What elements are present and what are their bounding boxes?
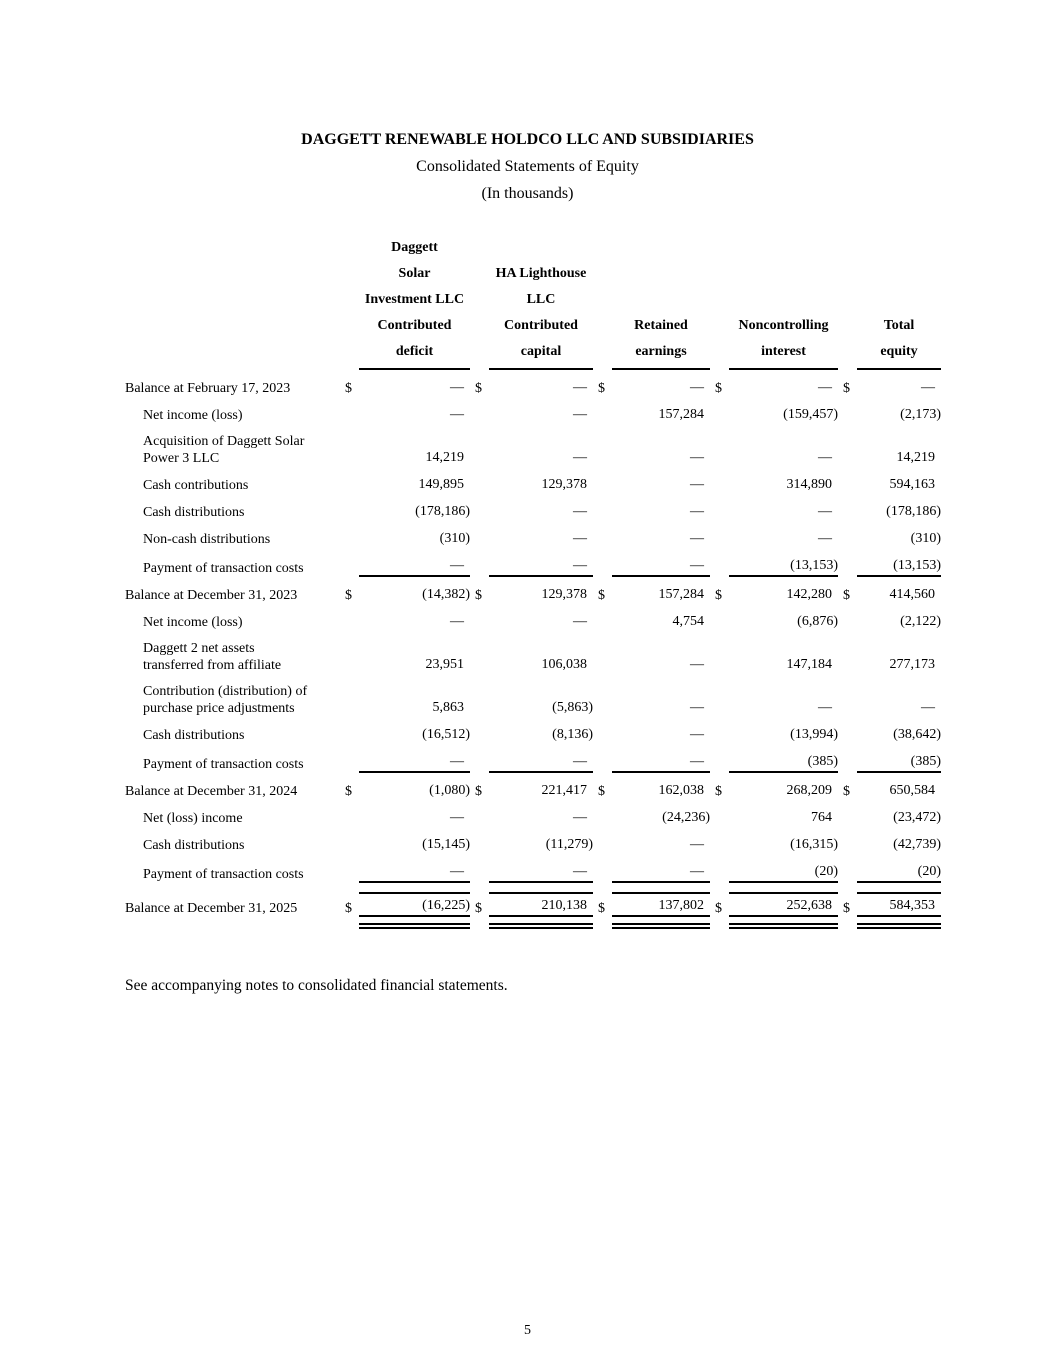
cell-value: 147,184 bbox=[786, 657, 832, 672]
column-header-line: Daggett bbox=[391, 240, 438, 255]
cell-value: (2,173) bbox=[900, 407, 941, 422]
dollar-sign: $ bbox=[715, 588, 722, 603]
cell-value: 277,173 bbox=[889, 657, 935, 672]
cell-value: — bbox=[573, 614, 587, 629]
cell-value: (13,153) bbox=[715, 553, 838, 580]
row-label: Payment of transaction costs bbox=[143, 757, 304, 772]
table-row bbox=[125, 636, 941, 677]
cell-value: (20) bbox=[843, 859, 941, 886]
cell-value: (178,186) bbox=[886, 504, 941, 519]
dollar-sign: $ bbox=[475, 784, 482, 799]
column-header-line: deficit bbox=[395, 344, 434, 359]
table-row bbox=[125, 832, 941, 857]
dollar-sign: $ bbox=[843, 588, 850, 603]
column-header-line: HA Lighthouse bbox=[495, 266, 587, 281]
column-header-line: Solar bbox=[398, 266, 431, 281]
cell-value: — bbox=[573, 810, 587, 825]
cell-value: 5,863 bbox=[432, 700, 464, 715]
column-header-line: Total bbox=[883, 318, 915, 333]
cell-value: (8,136) bbox=[552, 727, 593, 742]
header-label-spacer bbox=[125, 231, 340, 373]
dollar-sign: $ bbox=[715, 901, 722, 916]
cell-value: — bbox=[598, 553, 710, 580]
cell-value: $ — bbox=[475, 380, 587, 396]
cell-value: — bbox=[818, 450, 832, 465]
footer-note: See accompanying notes to consolidated financial statements. bbox=[125, 977, 508, 994]
dollar-sign: $ bbox=[475, 901, 482, 916]
row-label: Balance at December 31, 2024 bbox=[125, 784, 298, 799]
dollar-sign: $ bbox=[345, 588, 352, 603]
cell-value: (385) bbox=[843, 749, 941, 776]
cell-value: (310) bbox=[910, 531, 941, 546]
cell-value: — bbox=[921, 700, 935, 715]
cell-value: — bbox=[345, 859, 470, 886]
table-row bbox=[125, 679, 941, 720]
cell-value: 764 bbox=[811, 810, 832, 825]
column-header-line: Retained bbox=[634, 318, 688, 333]
cell-value: $ 162,038 bbox=[598, 783, 704, 799]
document-subtitle: Consolidated Statements of Equity bbox=[416, 158, 639, 175]
dollar-sign: $ bbox=[475, 381, 482, 396]
cell-value: — bbox=[573, 531, 587, 546]
double-rule bbox=[857, 923, 941, 929]
column-header-line: Contributed bbox=[377, 318, 452, 333]
cell-value: $ 252,638 bbox=[715, 888, 838, 920]
table-row bbox=[125, 582, 941, 607]
cell-value: (16,315) bbox=[790, 837, 838, 852]
table-row bbox=[125, 553, 941, 580]
row-label: Payment of transaction costs bbox=[143, 867, 304, 882]
cell-value: — bbox=[690, 657, 704, 672]
cell-value: — bbox=[690, 504, 704, 519]
table-row bbox=[125, 805, 941, 830]
cell-value: (11,279) bbox=[545, 837, 593, 852]
table-row bbox=[125, 472, 941, 497]
cell-value: (178,186) bbox=[415, 504, 470, 519]
cell-value: (42,739) bbox=[893, 837, 941, 852]
cell-value: — bbox=[690, 531, 704, 546]
cell-value: — bbox=[345, 553, 470, 580]
cell-value: $ — bbox=[843, 380, 935, 396]
cell-value: — bbox=[598, 859, 710, 886]
cell-value: (16,512) bbox=[422, 727, 470, 742]
cell-value: $ (1,080) bbox=[345, 783, 470, 799]
cell-value: (6,876) bbox=[797, 614, 838, 629]
cell-value: 14,219 bbox=[896, 450, 935, 465]
cell-value: (2,122) bbox=[900, 614, 941, 629]
cell-value: $ 268,209 bbox=[715, 783, 832, 799]
column-header-total-equity bbox=[843, 231, 941, 373]
cell-value: — bbox=[818, 700, 832, 715]
cell-value: $ 137,802 bbox=[598, 888, 710, 920]
cell-value: — bbox=[690, 700, 704, 715]
cell-value: $ 414,560 bbox=[843, 587, 935, 603]
cell-value: 594,163 bbox=[889, 477, 935, 492]
dollar-sign: $ bbox=[843, 901, 850, 916]
document-title: DAGGETT RENEWABLE HOLDCO LLC AND SUBSIDIARIES bbox=[301, 131, 754, 148]
cell-value: — bbox=[690, 477, 704, 492]
cell-value: — bbox=[345, 749, 470, 776]
cell-value: $ 210,138 bbox=[475, 888, 593, 920]
column-header-line: Investment LLC bbox=[364, 292, 465, 307]
table-row bbox=[125, 609, 941, 634]
column-header-line: equity bbox=[880, 344, 918, 359]
dollar-sign: $ bbox=[843, 784, 850, 799]
cell-value: $ — bbox=[598, 380, 704, 396]
column-header-line: Contributed bbox=[504, 318, 578, 333]
cell-value: 4,754 bbox=[672, 614, 704, 629]
dollar-sign: $ bbox=[598, 588, 605, 603]
cell-value: $ 142,280 bbox=[715, 587, 832, 603]
cell-value: — bbox=[573, 504, 587, 519]
table-row bbox=[125, 749, 941, 776]
table-row bbox=[125, 402, 941, 427]
cell-value: — bbox=[598, 749, 710, 776]
cell-value: (385) bbox=[715, 749, 838, 776]
row-label: Net (loss) income bbox=[143, 811, 243, 826]
double-rule-row bbox=[125, 922, 941, 929]
cell-value: — bbox=[475, 859, 593, 886]
cell-value: $ 221,417 bbox=[475, 783, 587, 799]
row-label: Payment of transaction costs bbox=[143, 561, 304, 576]
dollar-sign: $ bbox=[598, 784, 605, 799]
cell-value: 157,284 bbox=[658, 407, 704, 422]
column-header-line: LLC bbox=[526, 292, 556, 307]
cell-value: $ (16,225) bbox=[345, 888, 470, 920]
row-label: Daggett 2 net assets transferred from affiliate bbox=[143, 641, 282, 673]
cell-value: — bbox=[450, 614, 464, 629]
table-row bbox=[125, 888, 941, 920]
cell-value: 129,378 bbox=[541, 477, 587, 492]
cell-value: — bbox=[690, 727, 704, 742]
dollar-sign: $ bbox=[598, 901, 605, 916]
cell-value: (24,236) bbox=[662, 810, 710, 825]
table-row bbox=[125, 526, 941, 551]
title-block bbox=[0, 126, 1055, 207]
units-note: (In thousands) bbox=[481, 185, 574, 202]
table-row bbox=[125, 778, 941, 803]
column-header-contributed-deficit bbox=[345, 231, 470, 373]
row-label: Contribution (distribution) of purchase price adjustments bbox=[143, 684, 308, 716]
double-rule bbox=[359, 923, 470, 929]
dollar-sign: $ bbox=[345, 901, 352, 916]
cell-value: $ — bbox=[345, 380, 464, 396]
cell-value: $ (14,382) bbox=[345, 587, 470, 603]
column-header-noncontrolling-interest bbox=[715, 231, 838, 373]
double-rule bbox=[612, 923, 710, 929]
cell-value: 14,219 bbox=[425, 450, 464, 465]
page-number: 5 bbox=[524, 1323, 531, 1338]
cell-value: (15,145) bbox=[422, 837, 470, 852]
row-label: Balance at December 31, 2023 bbox=[125, 588, 298, 603]
cell-value: (13,994) bbox=[790, 727, 838, 742]
cell-value: (23,472) bbox=[893, 810, 941, 825]
table-row bbox=[125, 722, 941, 747]
double-rule bbox=[489, 923, 593, 929]
dollar-sign: $ bbox=[598, 381, 605, 396]
cell-value: — bbox=[573, 450, 587, 465]
cell-value: (159,457) bbox=[783, 407, 838, 422]
cell-value: $ — bbox=[715, 380, 832, 396]
cell-value: — bbox=[450, 810, 464, 825]
cell-value: 314,890 bbox=[786, 477, 832, 492]
dollar-sign: $ bbox=[475, 588, 482, 603]
column-header-line: earnings bbox=[635, 344, 687, 359]
row-label: Cash distributions bbox=[143, 838, 245, 853]
column-header-row bbox=[125, 231, 941, 373]
double-rule bbox=[729, 923, 838, 929]
cell-value: $ 584,353 bbox=[843, 888, 941, 920]
cell-value: (13,153) bbox=[843, 553, 941, 580]
column-header-line: interest bbox=[761, 344, 806, 359]
cell-value: $ 650,584 bbox=[843, 783, 935, 799]
cell-value: $ 157,284 bbox=[598, 587, 704, 603]
cell-value: — bbox=[690, 837, 704, 852]
column-header-contributed-capital bbox=[475, 231, 593, 373]
cell-value: 23,951 bbox=[425, 657, 464, 672]
table-row bbox=[125, 859, 941, 886]
cell-value: 149,895 bbox=[418, 477, 464, 492]
cell-value: — bbox=[690, 450, 704, 465]
cell-value: $ 129,378 bbox=[475, 587, 587, 603]
cell-value: (5,863) bbox=[552, 700, 593, 715]
table-row bbox=[125, 375, 941, 400]
column-header-line: capital bbox=[520, 344, 562, 359]
row-label: Acquisition of Daggett Solar Power 3 LLC bbox=[143, 434, 305, 466]
row-label: Net income (loss) bbox=[143, 615, 243, 630]
dollar-sign: $ bbox=[843, 381, 850, 396]
row-label: Cash distributions bbox=[143, 505, 245, 520]
cell-value: (38,642) bbox=[893, 727, 941, 742]
dollar-sign: $ bbox=[345, 784, 352, 799]
row-label: Non-cash distributions bbox=[143, 532, 271, 547]
cell-value: (20) bbox=[715, 859, 838, 886]
row-label: Balance at December 31, 2025 bbox=[125, 901, 298, 916]
column-header-line: Noncontrolling bbox=[738, 318, 829, 333]
row-label: Cash distributions bbox=[143, 728, 245, 743]
cell-value: — bbox=[573, 407, 587, 422]
cell-value: — bbox=[818, 504, 832, 519]
cell-value: — bbox=[475, 749, 593, 776]
cell-value: (310) bbox=[439, 531, 470, 546]
dollar-sign: $ bbox=[715, 784, 722, 799]
cell-value: — bbox=[818, 531, 832, 546]
cell-value: — bbox=[475, 553, 593, 580]
cell-value: 106,038 bbox=[541, 657, 587, 672]
table-row bbox=[125, 429, 941, 470]
dollar-sign: $ bbox=[715, 381, 722, 396]
equity-statement-table bbox=[120, 229, 946, 931]
column-header-retained-earnings bbox=[598, 231, 710, 373]
table-row bbox=[125, 499, 941, 524]
row-label: Net income (loss) bbox=[143, 408, 243, 423]
cell-value: — bbox=[450, 407, 464, 422]
row-label: Cash contributions bbox=[143, 478, 249, 493]
row-label: Balance at February 17, 2023 bbox=[125, 381, 291, 396]
dollar-sign: $ bbox=[345, 381, 352, 396]
